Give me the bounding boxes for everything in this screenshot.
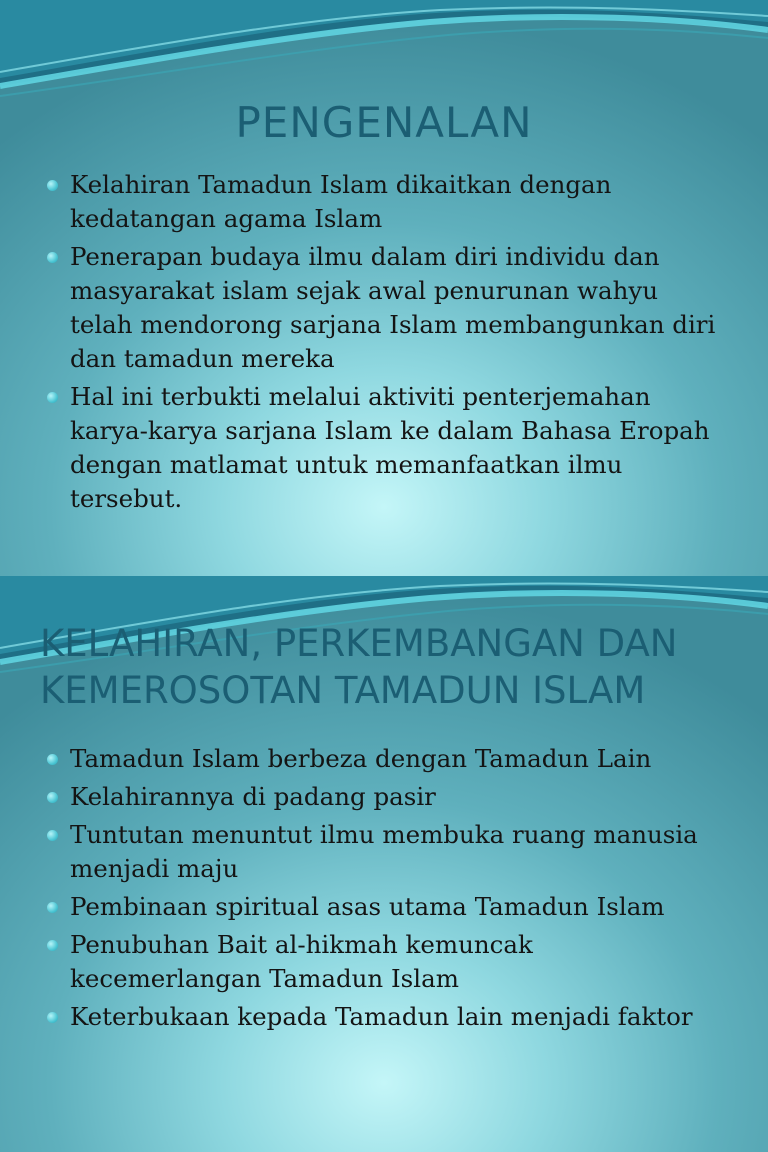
bullet-text: Tamadun Islam berbeza dengan Tamadun Lain bbox=[70, 744, 652, 773]
slide-2 bbox=[0, 576, 768, 1152]
list-item bbox=[0, 168, 720, 236]
bullet-dot-icon bbox=[47, 252, 58, 263]
bullet-dot-icon bbox=[47, 392, 58, 403]
bullet-list bbox=[0, 742, 720, 1038]
list-item bbox=[0, 240, 720, 376]
bullet-text: Kelahirannya di padang pasir bbox=[70, 782, 436, 811]
bullet-dot-icon bbox=[47, 180, 58, 191]
list-item bbox=[0, 890, 720, 924]
bullet-dot-icon bbox=[47, 754, 58, 765]
bullet-text: Tuntutan menuntut ilmu membuka ruang manusia menjadi maju bbox=[70, 820, 698, 883]
slide-title: KELAHIRAN, PERKEMBANGAN DAN KEMEROSOTAN TAMADUN ISLAM bbox=[40, 622, 678, 713]
bullet-text: Penubuhan Bait al-hikmah kemuncak kecemerlangan Tamadun Islam bbox=[70, 930, 533, 993]
list-item bbox=[0, 818, 720, 886]
list-item bbox=[0, 780, 720, 814]
wave-decoration-icon bbox=[0, 0, 768, 110]
list-item bbox=[0, 928, 720, 996]
bullet-dot-icon bbox=[47, 830, 58, 841]
bullet-text: Keterbukaan kepada Tamadun lain menjadi faktor bbox=[70, 1002, 693, 1031]
bullet-dot-icon bbox=[47, 940, 58, 951]
list-item bbox=[0, 1000, 720, 1034]
bullet-text: Kelahiran Tamadun Islam dikaitkan dengan kedatangan agama Islam bbox=[70, 170, 612, 233]
list-item bbox=[0, 742, 720, 776]
bullet-list bbox=[0, 168, 720, 520]
bullet-text: Penerapan budaya ilmu dalam diri individu dan masyarakat islam sejak awal penurunan wahyu telah mendorong sarjana Islam membangunkan diri dan tamadun mereka bbox=[70, 242, 716, 373]
slide-title: PENGENALAN bbox=[235, 98, 533, 147]
bullet-text: Hal ini terbukti melalui aktiviti penterjemahan karya-karya sarjana Islam ke dalam Bahasa Eropah dengan matlamat untuk memanfaatkan ilmu tersebut. bbox=[70, 382, 710, 513]
list-item bbox=[0, 380, 720, 516]
bullet-dot-icon bbox=[47, 792, 58, 803]
bullet-text: Pembinaan spiritual asas utama Tamadun Islam bbox=[70, 892, 665, 921]
bullet-dot-icon bbox=[47, 902, 58, 913]
bullet-dot-icon bbox=[47, 1012, 58, 1023]
